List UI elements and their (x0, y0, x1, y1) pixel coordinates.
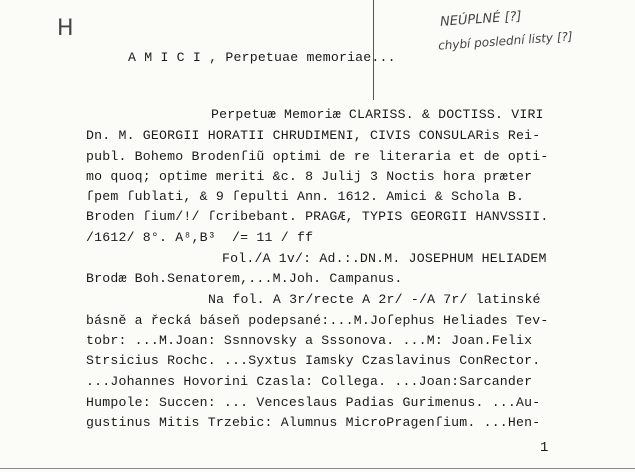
text-line: Dn. M. GEORGII HORATII CHRUDIMENI, CIVIS CONSULARis Rei- (86, 128, 541, 143)
text-line: Brodæ Boh.Senatorem,...M.Joh. Campanus. (86, 271, 403, 286)
text-line: Perpetuæ Memoriæ CLARISS. & DOCTISS. VIRI (211, 107, 544, 122)
text-line: Humpole: Succen: ... Venceslaus Padias Gurimenus. ...Au- (86, 395, 541, 410)
corner-mark: H (57, 16, 74, 41)
text-line: básně a řecká báseň podepsané:...M.Joſephus Heliades Tev- (86, 313, 549, 328)
text-line: publ. Bohemo Brodenſiũ optimi de re literaria et de opti- (86, 149, 549, 164)
text-line: ...Johannes Hovorini Czasla: Collega. ...Joan:Sarcander (86, 374, 533, 389)
card-bottom-edge (0, 468, 635, 469)
text-line: Strsicius Rochc. ...Syxtus Iamsky Czaslavinus ConRector. (86, 353, 541, 368)
text-line: gustinus Mitis Trzebic: Alumnus MicroPragenſium. ...Hen- (86, 415, 541, 430)
text-line: ſpem ſublati, & 9 ſepulti Ann. 1612. Amici & Schola B. (86, 189, 525, 204)
text-line: Fol./A 1v/: Ad.:.DN.M. JOSEPHUM HELIADEM (222, 251, 547, 266)
card-heading: A M I C I , Perpetuae memoriae... (128, 50, 396, 65)
text-line: Na fol. A 3r/recte A 2r/ -/A 7r/ latinské (208, 292, 541, 307)
text-line: Broden ſium/!/ ſcribebant. PRAGÆ, TYPIS GEORGII HANVSSII. (86, 209, 549, 224)
handwritten-note-missing-leaves: chybí poslední listy [?] (437, 29, 573, 53)
handwritten-note-incomplete: NEÚPLNÉ [?] (439, 9, 523, 30)
text-line: mo quoq; optime meriti &c. 8 Julij 3 Noctis hora præter (86, 169, 533, 184)
text-line: tobr: ...M.Joan: Ssnnovsky a Sssonova. ...M: Joan.Felix (86, 333, 533, 348)
page-number: 1 (540, 440, 549, 456)
text-line: /1612/ 8°. A⁸,B³ /= 11 / ff (86, 230, 314, 245)
